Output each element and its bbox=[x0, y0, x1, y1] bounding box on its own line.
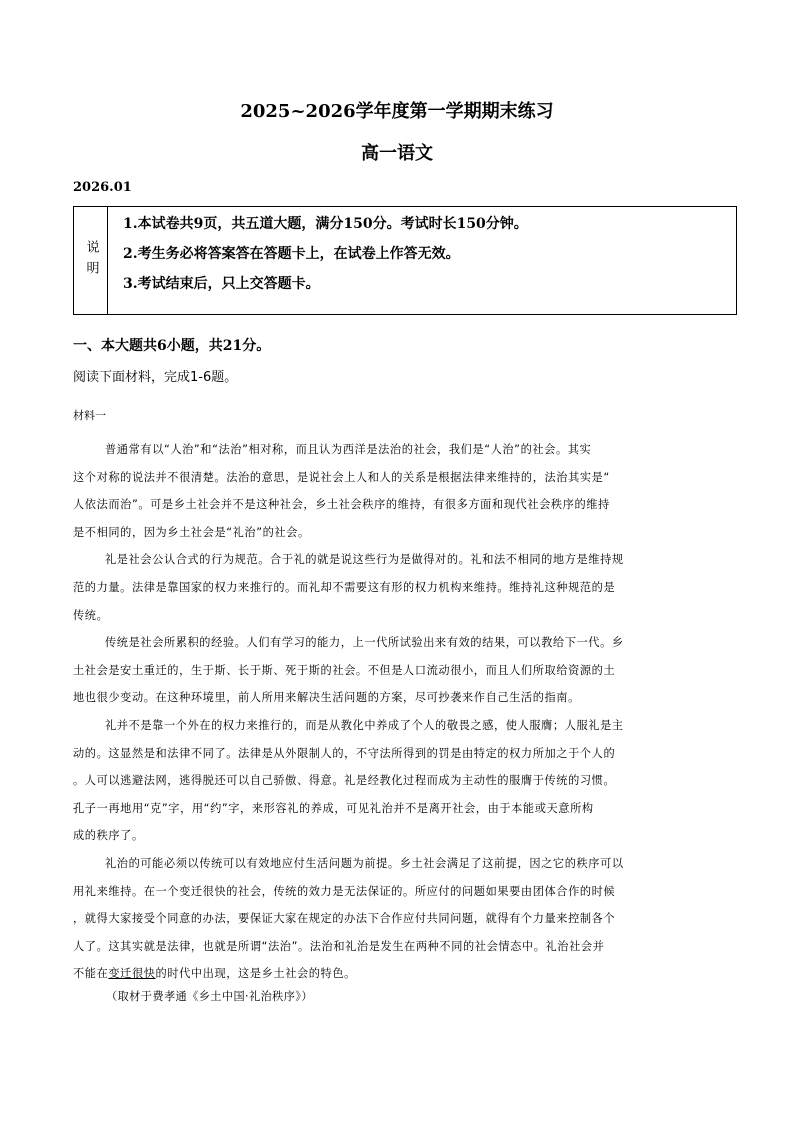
material-passage bbox=[73, 436, 725, 988]
passage-line: 成的秩序了。 bbox=[73, 829, 144, 843]
passage-line: 地也很少变动。在这种环境里，前人所用来解决生活问题的方案，尽可抄袭来作自己生活的指南。 bbox=[73, 691, 580, 705]
instruction-item: 3.考试结束后，只上交答题卡。 bbox=[123, 276, 320, 292]
passage-line: 礼并不是靠一个外在的权力来推行的，而是从教化中养成了个人的敬畏之感，使人服膺；人服礼是主 bbox=[105, 718, 624, 732]
passage-line: ，就得大家接受个同意的办法，要保证大家在规定的办法下合作应付共同问题，就得有个力量来控制各个 bbox=[73, 912, 616, 926]
instructions-label: 说明 bbox=[74, 207, 108, 314]
passage-line: 传统。 bbox=[73, 608, 109, 622]
passage-line: 人依法而治”。可是乡土社会并不是这种社会，乡土社会秩序的维持，有很多方面和现代社会秩序的维持 bbox=[73, 498, 610, 512]
passage-line: 普通常有以“人治”和“法治”相对称，而且认为西洋是法治的社会，我们是“人治”的社会。其实 bbox=[105, 443, 592, 456]
exam-date: 2026.01 bbox=[73, 180, 132, 195]
instruction-item: 1.本试卷共9页，共五道大题，满分150分。考试时长150分钟。 bbox=[123, 216, 528, 232]
instructions-box bbox=[73, 206, 737, 315]
section-heading: 一、本大题共6小题，共21分。 bbox=[73, 338, 271, 354]
passage-line: 人了。这其实就是法律，也就是所谓“法治”。法治和礼治是发生在两种不同的社会情态中。礼治社会并 bbox=[73, 939, 605, 953]
passage-line: 礼是社会公认合式的行为规范。合于礼的就是说这些行为是做得对的。礼和法不相同的地方是维持规 bbox=[105, 553, 624, 567]
exam-subject: 高一语文 bbox=[361, 143, 433, 164]
passage-line: 。人可以逃避法网，逃得脱还可以自己骄傲、得意。礼是经教化过程而成为主动性的服膺于传统的习惯。 bbox=[73, 774, 616, 788]
passage-line: 这个对称的说法并不很清楚。法治的意思，是说社会上人和人的关系是根据法律来维持的，法治其实是“ bbox=[73, 470, 610, 484]
passage-line: 土社会是安土重迁的，生于斯、长于斯、死于斯的社会。不但是人口流动很小，而且人们所取给资源的土 bbox=[73, 663, 616, 677]
passage-line-last: 不能在变迁很快的时代中出现，这是乡土社会的特色。 bbox=[73, 967, 356, 981]
source-citation: （取材于费孝通《乡土中国·礼治秩序》） bbox=[106, 990, 313, 1003]
exam-title: 2025~2026学年度第一学期期末练习 bbox=[240, 101, 554, 122]
passage-line: 是不相同的，因为乡土社会是“礼治”的社会。 bbox=[73, 525, 310, 539]
material-label: 材料一 bbox=[73, 409, 106, 422]
passage-line: 礼治的可能必须以传统可以有效地应付生活问题为前提。乡土社会满足了这前提，因之它的秩序可以 bbox=[105, 856, 624, 870]
passage-line: 动的。这显然是和法律不同了。法律是从外限制人的，不守法所得到的罚是由特定的权力所加之于个人的 bbox=[73, 746, 616, 760]
instructions-list bbox=[123, 215, 723, 305]
passage-line: 范的力量。法律是靠国家的权力来推行的。而礼却不需要这有形的权力机构来维持。维持礼这种规范的是 bbox=[73, 580, 616, 594]
underlined-phrase: 变迁很快 bbox=[108, 967, 156, 981]
passage-line: 孔子一再地用“克”字，用“约”字，来形容礼的养成，可见礼治并不是离开社会，由于本能或天意所构 bbox=[73, 801, 594, 815]
passage-line: 用礼来维持。在一个变迁很快的社会，传统的效力是无法保证的。所应付的问题如果要由团体合作的时候 bbox=[73, 884, 616, 898]
instruction-item: 2.考生务必将答案答在答题卡上，在试卷上作答无效。 bbox=[123, 246, 460, 262]
reading-instruction: 阅读下面材料，完成1-6题。 bbox=[73, 370, 238, 385]
passage-line: 传统是社会所累积的经验。人们有学习的能力，上一代所试验出来有效的结果，可以教给下一代。乡 bbox=[105, 636, 624, 650]
